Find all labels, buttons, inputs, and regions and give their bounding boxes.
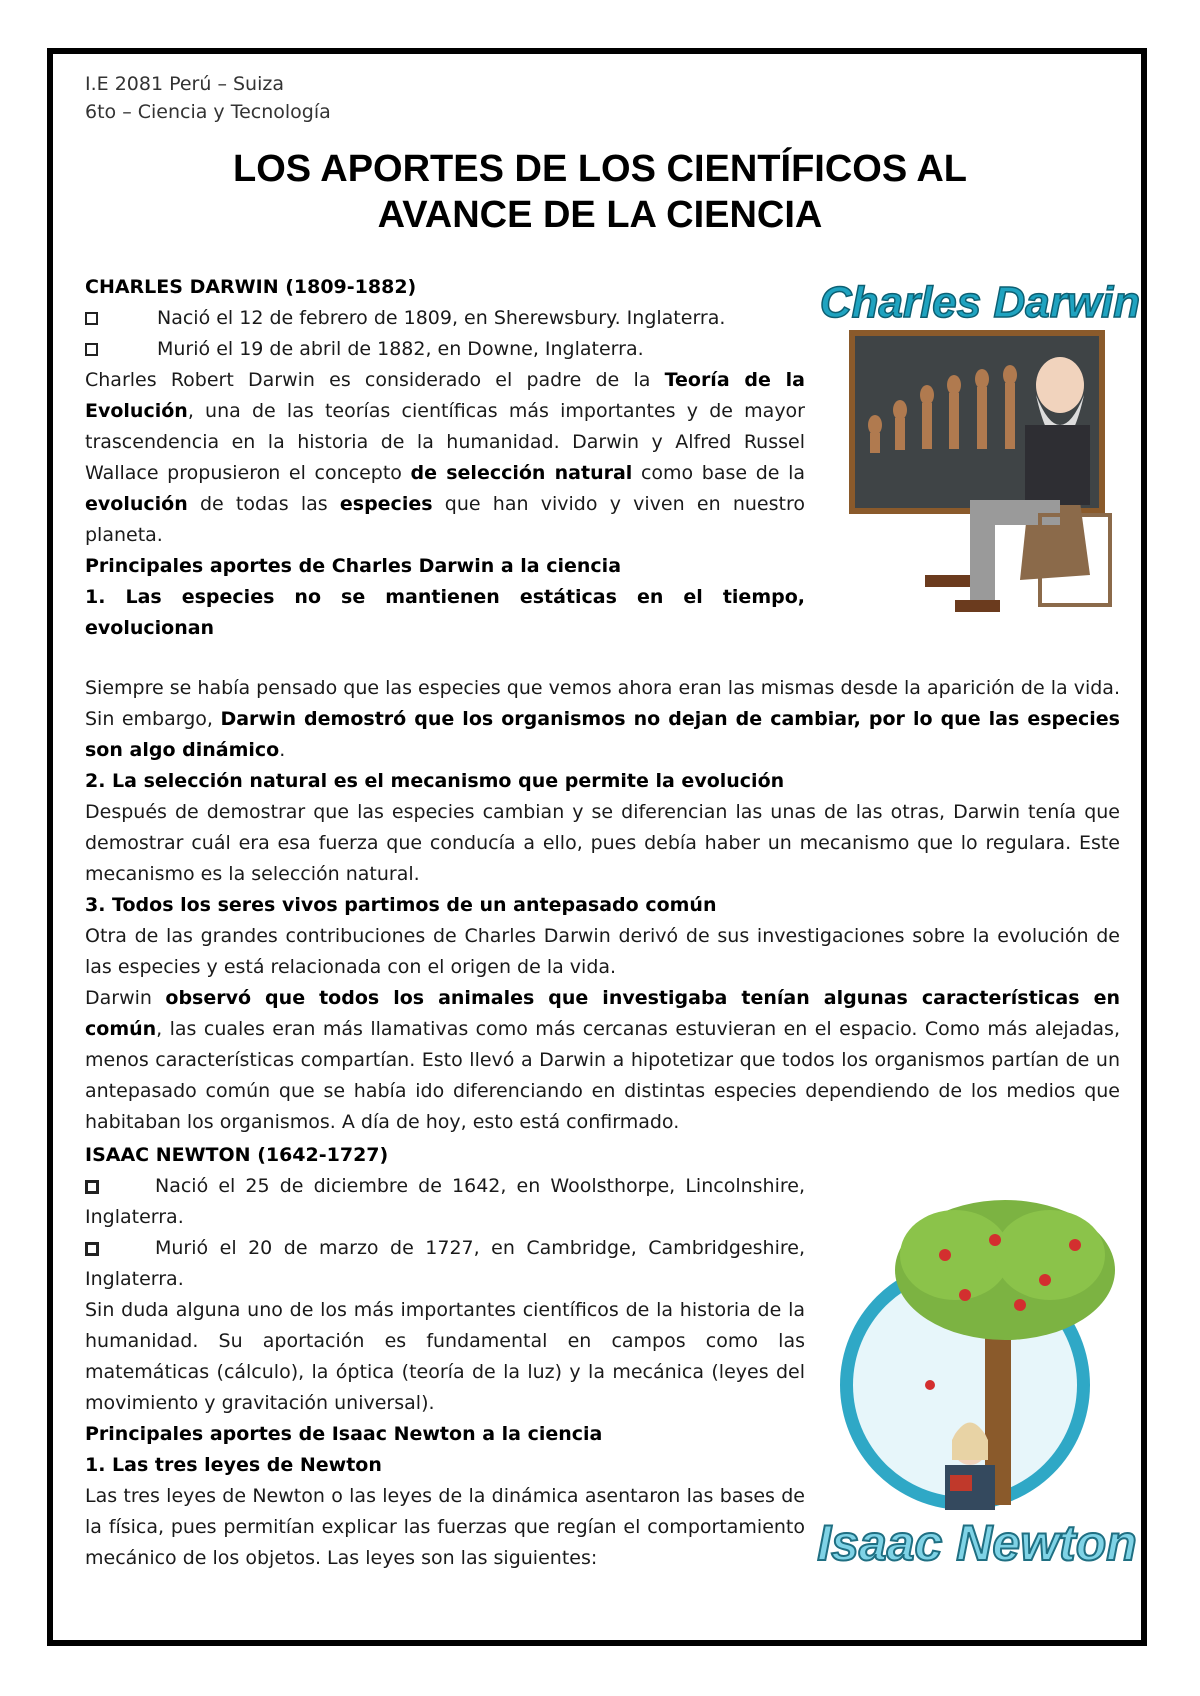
darwin-section (85, 272, 805, 644)
newton-aporte-1-text: Las tres leyes de Newton o las leyes de la dinámica asentaron las bases de la física, pues permitían explicar las fuerzas que regían el comportamiento mecánico de los objetos. Las leyes son las siguientes: (85, 1485, 805, 1569)
darwin-image-title: Charles Darwin (819, 278, 1141, 327)
darwin-aporte-1-text: Siempre se había pensado que las especies que vemos ahora eran las mismas desde la aparición de la vida. Sin embargo, Darwin demostró que los organismos no dejan de cambiar, por lo que las especies son algo dinámico. (85, 677, 1120, 761)
course-name: 6to – Ciencia y Tecnología (85, 101, 331, 123)
newton-aportes-heading: Principales aportes de Isaac Newton a la ciencia (85, 1423, 603, 1445)
newton-heading: ISAAC NEWTON (1642-1727) (85, 1144, 389, 1166)
title-line-1: LOS APORTES DE LOS CIENTÍFICOS AL (232, 148, 967, 190)
charles-darwin-illustration (819, 275, 1141, 635)
checkbox-bullet-icon (85, 334, 157, 365)
checkbox-bullet-icon (85, 1180, 99, 1194)
darwin-aporte-2-text: Después de demostrar que las especies cambian y se diferencian las unas de las otras, Darwin tenía que demostrar cuál era esa fuerza que conducía a ello, pues debía haber un mecanismo que lo regulara. Este mecanismo es la selección natural. (85, 801, 1120, 885)
darwin-section-continued (85, 673, 1120, 1138)
newton-image-title: Isaac Newton (817, 1515, 1137, 1571)
darwin-aporte-3-heading: 3. Todos los seres vivos partimos de un antepasado común (85, 894, 717, 916)
school-name: I.E 2081 Perú – Suiza (85, 73, 284, 95)
isaac-newton-illustration (817, 1185, 1137, 1585)
darwin-heading: CHARLES DARWIN (1809-1882) (85, 276, 417, 298)
newton-died-item: Murió el 20 de marzo de 1727, en Cambridge, Cambridgeshire, Inglaterra. (85, 1237, 805, 1290)
darwin-aporte-2-heading: 2. La selección natural es el mecanismo que permite la evolución (85, 770, 785, 792)
newton-born-item: Nació el 25 de diciembre de 1642, en Woolsthorpe, Lincolnshire, Inglaterra. (85, 1175, 805, 1228)
newton-intro: Sin duda alguna uno de los más importantes científicos de la historia de la humanidad. Su aportación es fundamental en campos como las matemáticas (cálculo), la óptica (teoría de la luz) y la mecánica (leyes del movimiento y gravitación universal). (85, 1299, 805, 1414)
newton-aporte-1-heading: 1. Las tres leyes de Newton (85, 1454, 382, 1476)
darwin-aporte-3-text-2: Darwin observó que todos los animales que investigaba tenían algunas características en común, las cuales eran más llamativas como más cercanas estuvieran en el espacio. Como más alejadas, menos características compartían. Esto llevó a Darwin a hipotetizar que todos los organismos partían de un antepasado común que se había ido diferenciando en distintas especies dependiendo de los medios que habitaban los organismos. A día de hoy, esto está confirmado. (85, 987, 1120, 1133)
document-header (85, 70, 331, 126)
title-line-2: AVANCE DE LA CIENCIA (377, 194, 823, 236)
page-title (60, 146, 1140, 238)
newton-section (85, 1140, 805, 1574)
darwin-intro: Charles Robert Darwin es considerado el padre de la Teoría de la Evolución, una de las teorías científicas más importantes y de mayor trascendencia en la historia de la humanidad. Darwin y Alfred Russel Wallace propusieron el concepto de selección natural como base de la evolución de todas las especies que han vivido y viven en nuestro planeta. (85, 369, 806, 546)
darwin-died-item: Murió el 19 de abril de 1882, en Downe, Inglaterra. (85, 334, 805, 365)
checkbox-bullet-icon (85, 1242, 99, 1256)
checkbox-bullet-icon (85, 303, 157, 334)
darwin-aportes-heading: Principales aportes de Charles Darwin a la ciencia (85, 555, 622, 577)
darwin-born-item: Nació el 12 de febrero de 1809, en Sherewsbury. Inglaterra. (85, 303, 805, 334)
darwin-aporte-3-text: Otra de las grandes contribuciones de Charles Darwin derivó de sus investigaciones sobre la evolución de las especies y está relacionada con el origen de la vida. (85, 925, 1120, 978)
darwin-aporte-1-heading: 1. Las especies no se mantienen estáticas en el tiempo, evolucionan (85, 586, 805, 639)
